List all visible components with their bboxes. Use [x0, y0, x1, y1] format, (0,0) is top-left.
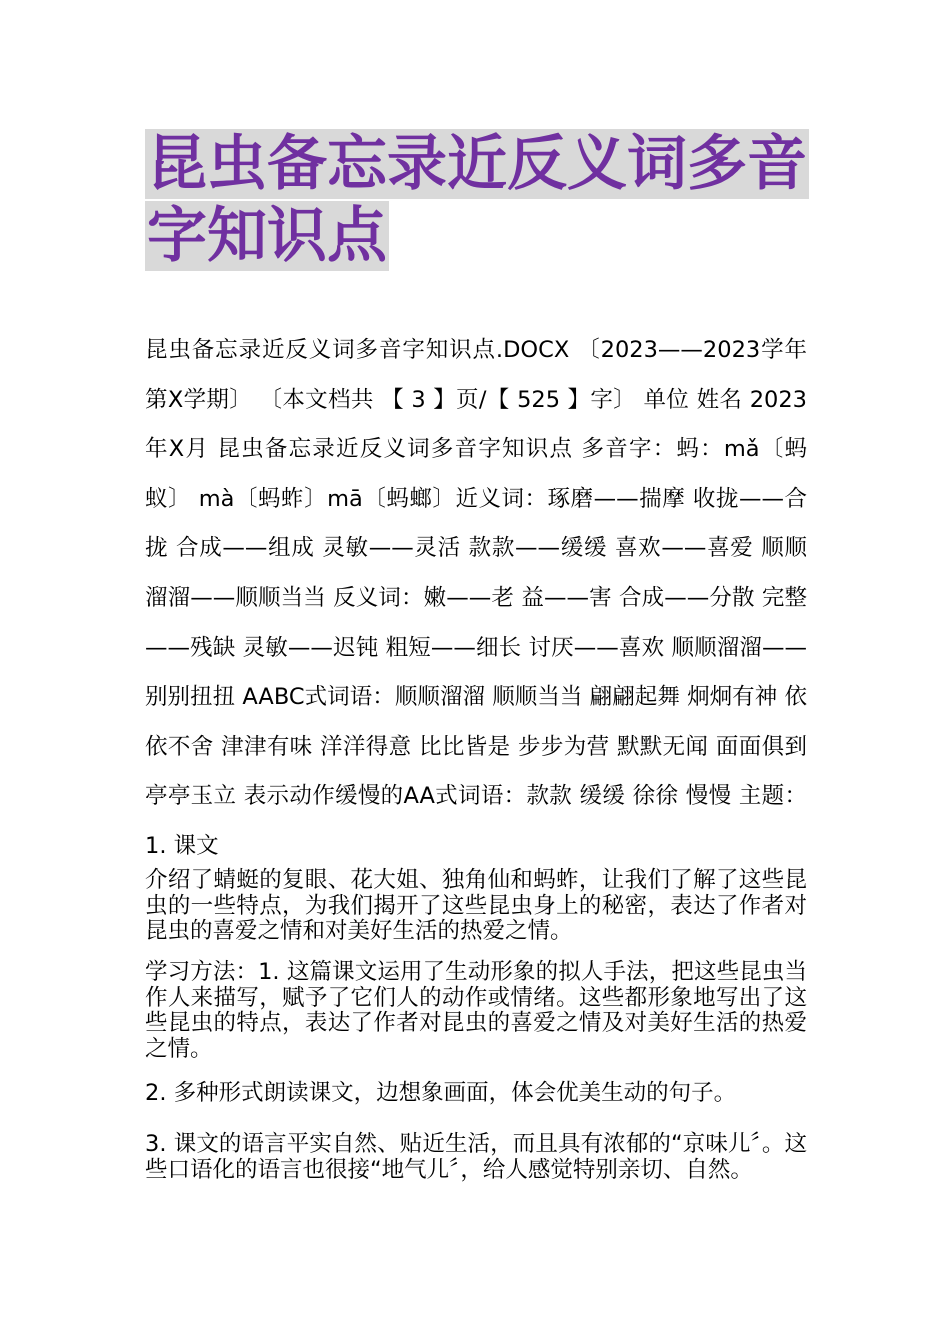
method-point-2: 2. 多种形式朗读课文，边想象画面，体会优美生动的句子。: [145, 1080, 737, 1106]
document-title: [145, 128, 815, 272]
intro-paragraph: 昆虫备忘录近反义词多音字知识点.DOCX 〔2023——2023学年第X学期〕 〔本文档共 【 3 】页/【 525 】字〕 单位 姓名 2023年X月 昆虫备忘录近反义词多音字知识点 多音字：蚂：mǎ〔蚂蚁〕 mà〔蚂蚱〕mā〔蚂螂〕近义词：琢磨——揣摩 收拢——合拢 合成——组成 灵敏——灵活 款款——缓缓 喜欢——喜爱 顺顺溜溜——顺顺当当 反义词：嫩——老 益——害 合成——分散 完整——残缺 灵敏——迟钝 粗短——细长 讨厌——喜欢 顺顺溜溜——别别扭扭 AABC式词语：顺顺溜溜 顺顺当当 翩翩起舞 炯炯有神 依依不舍 津津有味 洋洋得意 比比皆是 步步为营 默默无闻 面面俱到 亭亭玉立 表示动作缓慢的AA式词语：款款 缓缓 徐徐 慢慢 主题：1. 课文: [145, 337, 807, 859]
method-paragraph: 学习方法：1. 这篇课文运用了生动形象的拟人手法，把这些昆虫当作人来描写，赋予了它们人的动作或情绪。这些都形象地写出了这些昆虫的特点，表达了作者对昆虫的喜爱之情及对美好生活的热爱之情。: [145, 959, 807, 1062]
document-title-text: 昆虫备忘录近反义词多音字知识点: [147, 129, 807, 271]
method-point-3: 3. 课文的语言平实自然、贴近生活，而且具有浓郁的“京味儿〞。这些口语化的语言也很接“地气儿〞，给人感觉特别亲切、自然。: [145, 1131, 807, 1183]
theme-paragraph: 介绍了蜻蜓的复眼、花大姐、独角仙和蚂蚱，让我们了解了这些昆虫的一些特点，为我们揭开了这些昆虫身上的秘密，表达了作者对昆虫的喜爱之情和对美好生活的热爱之情。: [145, 867, 807, 944]
